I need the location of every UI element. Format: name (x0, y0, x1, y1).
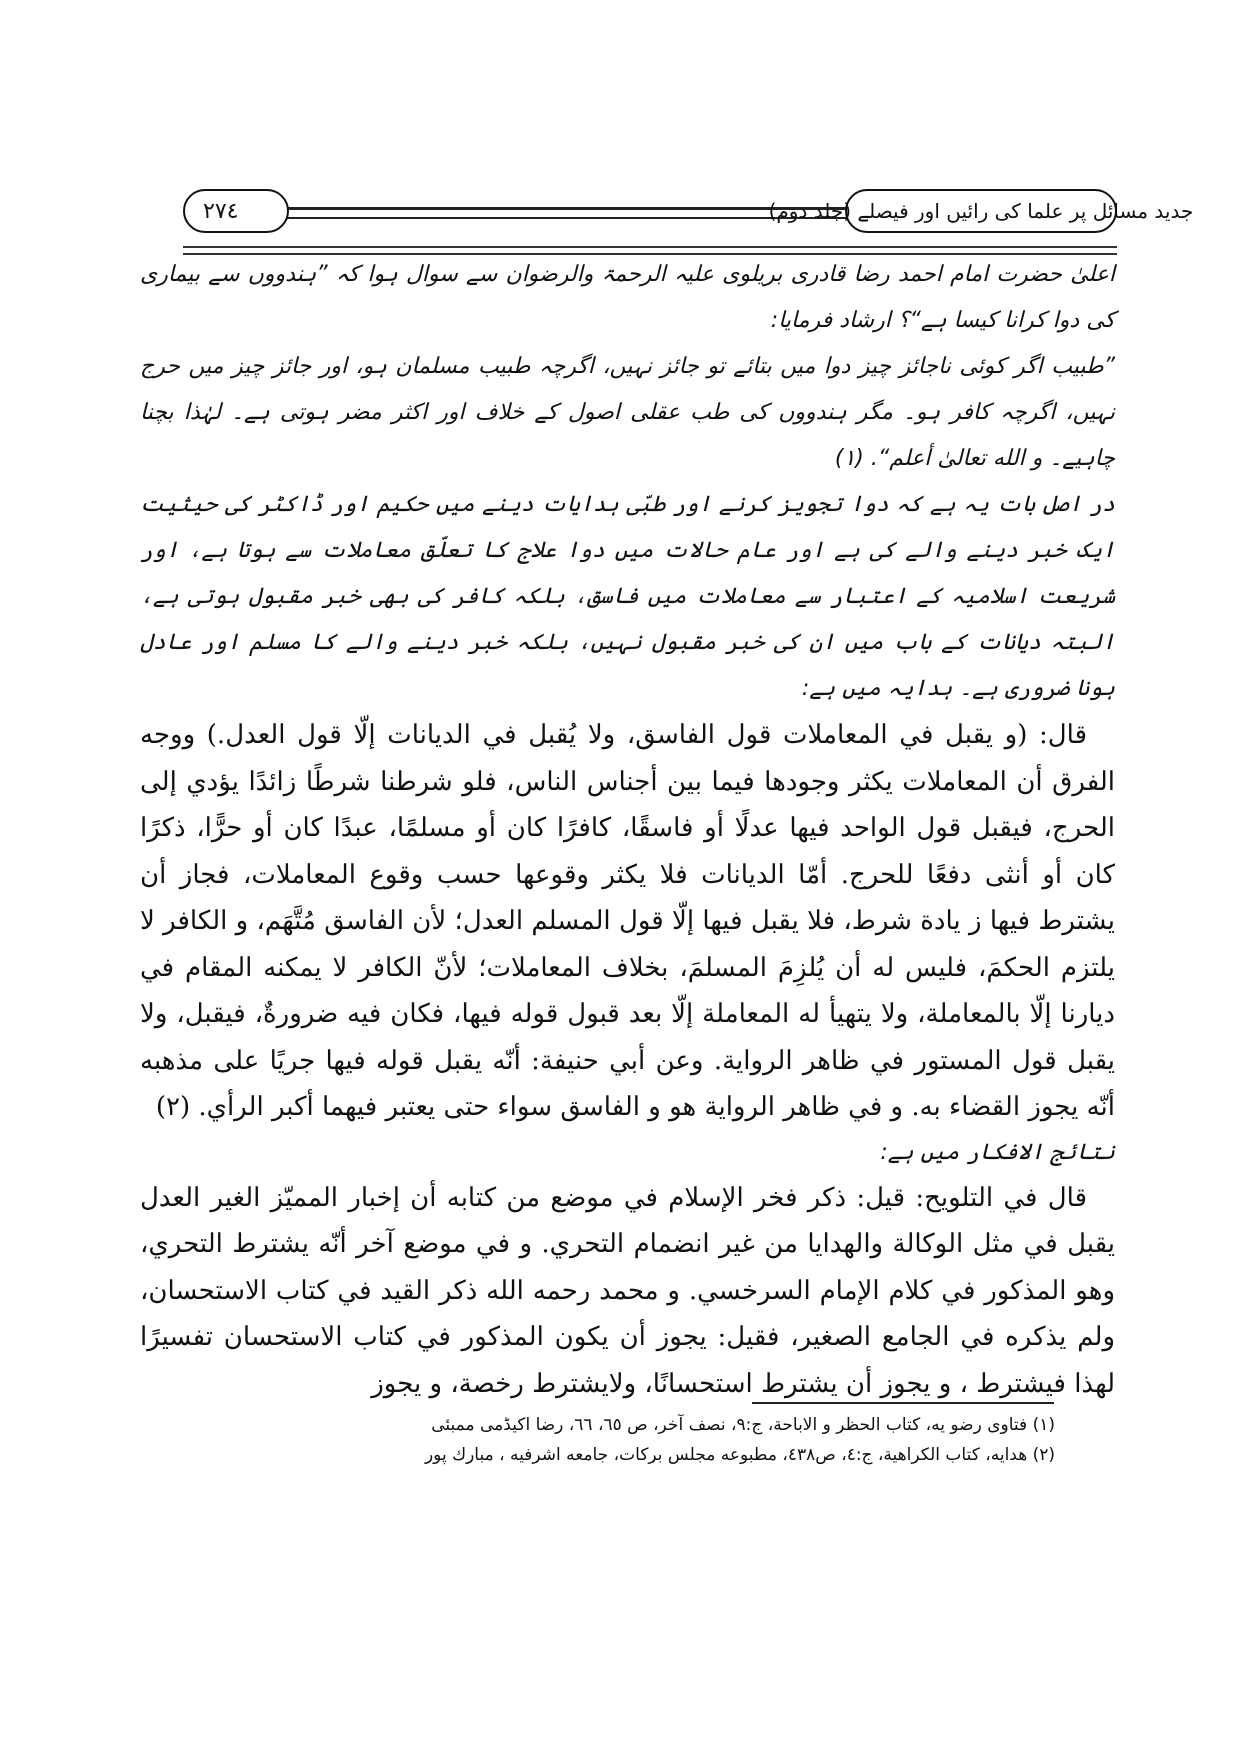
footnote-2: (٢) هدایه، کتاب الکراهیة، ج:٤، ص٤٣٨، مطبوعه مجلس برکات، جامعه اشرفیه ، مبارك پور (424, 1445, 1055, 1465)
paragraph-explanation: در اصل بات یہ ہے کہ دوا تجویز کرنے اور طبّی ہدایات دینے میں حکیم اور ڈاکٹر کی حیثیت ایک خبر دینے والے کی ہے اور عام حالات میں دوا علاج کا تعلّق معاملات سے ہوتا ہے، اور شریعت اسلامیہ کے اعتبار سے معاملات میں فاسق، بلکہ کافر کی بھی خبر مقبول ہوتی ہے، البتہ دیانات کے باب میں ان کی خبر مقبول نہیں، بلکہ خبر دینے والے کا مسلم اور عادل ہونا ضروری ہے۔ ہدایہ میں ہے: (140, 492, 1115, 701)
page-number-box (183, 189, 289, 233)
running-title: جدید مسائل پر علما کی رائیں اور فیصلے (جلد دوم) (768, 199, 1194, 223)
paragraph-talwih-quote: قال في التلويح: قيل: ذكر فخر الإسلام في موضع من كتابه أن إخبار المميّز الغير العدل يقبل في مثل الوكالة والهدايا من غير انضمام التحري. و في موضع آخر أنّه يشترط التحري، وهو المذكور في كلام الإمام السرخسي. و محمد رحمه الله ذكر القيد في كتاب الاستحسان، ولم يذكره في الجامع الصغير، فقيل: يجوز أن يكون المذكور في كتاب الاستحسان تفسيرًا لهذا فيشترط ، و يجوز أن يشترط استحسانًا، ولايشترط رخصة، و يجوز (140, 1182, 1115, 1399)
main-text (140, 252, 1115, 1407)
paragraph-fatwa-quote: ”طبیب اگر کوئی ناجائز چیز دوا میں بتائے تو جائز نہیں، اگرچہ طبیب مسلمان ہو، اور جائز چیز میں حرج نہیں، اگرچہ کافر ہو۔ مگر ہندووں کی طب عقلی اصول کے خلاف اور اکثر مضر ہوتی ہے۔ لہٰذا بچنا چاہیے۔ و الله تعالیٰ أعلم“. (١) (140, 354, 1115, 471)
paragraph-hidaya-quote: قال: (و يقبل في المعاملات قول الفاسق، ولا يُقبل في الديانات إلّا قول العدل.) ووجه الفرق أن المعاملات يكثر وجودها فيما بين أجناس الناس، فلو شرطنا شرطًا زائدًا يؤدي إلى الحرج، فيقبل قول الواحد فيها عدلًا أو فاسقًا، كافرًا كان أو مسلمًا، عبدًا كان أو حرًّا، ذكرًا كان أو أنثى دفعًا للحرج. أمّا الديانات فلا يكثر وقوعها حسب وقوع المعاملات، فجاز أن يشترط فيها ز يادة شرط، فلا يقبل فيها إلّا قول المسلم العدل؛ لأن الفاسق مُتَّهَم، و الكافر لا يلتزم الحكمَ، فليس له أن يُلزِمَ المسلمَ، بخلاف المعاملات؛ لأنّ الكافر لا يمكنه المقام في ديارنا إلّا بالمعاملة، ولا يتهيأ له المعاملة إلّا بعد قبول قوله فيها، فكان فيه ضرورةٌ، فيقبل، ولا يقبل قول المستور في ظاهر الرواية. وعن أبي حنيفة: أنّه يقبل قوله فيها جريًا على مذهبه أنّه يجوز القضاء به. و في ظاهر الرواية هو و الفاسق سواء حتى يعتبر فيهما أكبر الرأي. (٢) (140, 720, 1115, 1122)
footnote-separator (752, 1402, 1054, 1404)
paragraph-natayij-heading: نتائج الافکار میں ہے: (880, 1139, 1115, 1165)
footnotes (180, 1410, 1055, 1470)
page-header (183, 189, 1194, 235)
paragraph-question: اعلیٰ حضرت امام احمد رضا قادری بریلوی علیہ الرحمۃ والرضوان سے سوال ہوا کہ ”ہندووں سے بیماری کی دوا کرانا کیسا ہے“؟ ارشاد فرمایا: (140, 262, 1115, 333)
footnote-1: (١) فتاوی رضو یه، کتاب الحظر و الاباحة، ج:٩، نصف آخر، ص ٦٥، ٦٦، رضا اکیڈمی ممبئی (431, 1415, 1055, 1435)
page-number: ٢٧٤ (203, 198, 239, 224)
running-title-box (768, 189, 1194, 233)
